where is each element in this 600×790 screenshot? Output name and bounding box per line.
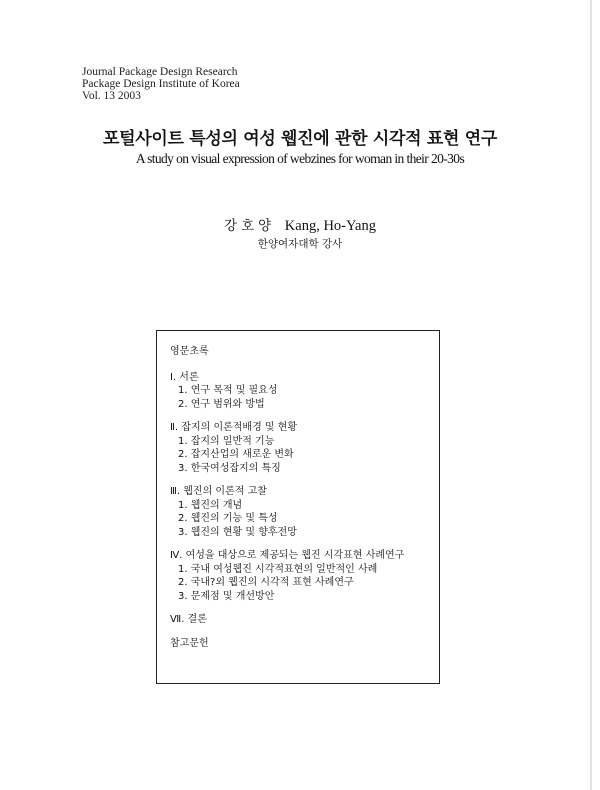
author-name-korean: 강호양 (224, 218, 276, 234)
toc-item: 1. 잡지의 일반적 기능 (178, 435, 275, 447)
toc-item: 2. 국내?외 웹진의 시각적 표현 사례연구 (178, 577, 354, 588)
scan-edge-line (590, 0, 592, 790)
author-affiliation: 한양여자대학 강사 (257, 238, 343, 250)
author-line (0, 214, 600, 235)
toc-item: 1. 웹진의 개념 (178, 499, 243, 511)
toc-item: 1. 국내 여성웹진 시각적표현의 일반적인 사례 (178, 563, 378, 575)
toc-item: 1. 연구 목적 및 필요성 (178, 385, 278, 396)
table-of-contents (170, 345, 404, 650)
toc-section-title: Ⅱ. 잡지의 이론적배경 및 현황 (170, 422, 298, 433)
toc-section-title: Ⅰ. 서론 (170, 371, 199, 383)
toc-item: 2. 웹진의 기능 및 특성 (178, 513, 278, 524)
journal-volume: Vol. 13 2003 (82, 90, 141, 102)
toc-item: 2. 연구 범위와 방법 (178, 398, 265, 410)
journal-publisher: Package Design Institute of Korea (82, 78, 240, 90)
paper-title-korean: 포털사이트 특성의 여성 웹진에 관한 시각적 표현 연구 (102, 129, 497, 149)
toc-item: 3. 문제점 및 개선방안 (178, 590, 275, 602)
toc-section-title: Ⅳ. 여성을 대상으로 제공되는 웹진 시각표현 사례연구 (170, 550, 405, 561)
journal-name: Journal Package Design Research (82, 66, 238, 78)
toc-references: 참고문헌 (170, 637, 209, 649)
toc-section-title: Ⅲ. 웹진의 이론적 고찰 (170, 486, 267, 497)
toc-section-title: Ⅶ. 결론 (170, 614, 207, 625)
author-name-english: Kang, Ho-Yang (284, 218, 376, 234)
toc-item: 3. 웹진의 현황 및 향후전망 (178, 526, 297, 538)
journal-info (82, 66, 240, 102)
toc-abstract-heading: 영문초록 (170, 346, 209, 357)
toc-item: 3. 한국여성잡지의 특징 (178, 462, 281, 474)
paper-title-english: A study on visual expression of webzines for woman in their 20-30s (135, 151, 465, 166)
toc-item: 2. 잡지산업의 새로운 변화 (178, 449, 294, 460)
